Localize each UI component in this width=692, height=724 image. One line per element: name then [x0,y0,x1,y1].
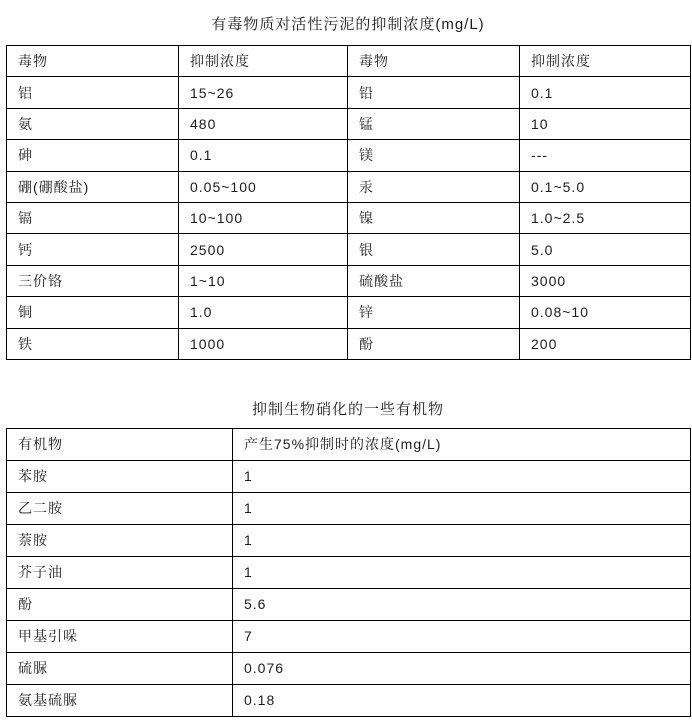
table-cell: 5.6 [233,588,691,620]
table-row [7,492,691,524]
table-cell: 7 [233,620,691,652]
table-cell: 0.076 [233,652,691,684]
table-cell: 铁 [7,328,179,359]
table-cell: 480 [179,108,348,139]
table-cell: 3000 [520,265,691,296]
table-row [7,588,691,620]
table-cell: 15~26 [179,77,348,108]
table-cell: 镍 [348,202,520,233]
table-cell: 酚 [348,328,520,359]
column-header: 毒物 [348,46,520,77]
table-row [7,171,691,202]
table-cell: 苯胺 [7,460,233,492]
table-row [7,202,691,233]
table-row [7,77,691,108]
table-cell: 0.08~10 [520,297,691,328]
organics-table-title: 抑制生物硝化的一些有机物 [251,400,444,418]
toxins-table-body [7,77,691,360]
table-cell: 镁 [348,140,520,171]
organics-table-header-row [7,428,691,460]
table-cell: 铜 [7,297,179,328]
table-cell: 锰 [348,108,520,139]
table-cell: 甲基引哚 [7,620,233,652]
column-header: 产生75%抑制时的浓度(mg/L) [233,428,691,460]
table-cell: 0.1 [179,140,348,171]
table-cell: 氨 [7,108,179,139]
table-cell: 硫酸盐 [348,265,520,296]
table-row [7,652,691,684]
table-cell: 芥子油 [7,556,233,588]
table-row [7,297,691,328]
table-cell: 1 [233,460,691,492]
table-cell: 砷 [7,140,179,171]
table-cell: 1 [233,524,691,556]
organics-table-body [7,460,691,716]
table-cell: 0.18 [233,684,691,716]
table-cell: 萘胺 [7,524,233,556]
table-cell: 硼(硼酸盐) [7,171,179,202]
table-cell: 1000 [179,328,348,359]
column-header: 有机物 [7,428,233,460]
table-row [7,460,691,492]
table-cell: 0.05~100 [179,171,348,202]
table-cell: 2500 [179,234,348,265]
table-cell: 1 [233,556,691,588]
table-cell: 1.0 [179,297,348,328]
table-row [7,108,691,139]
column-header: 抑制浓度 [179,46,348,77]
table-cell: 10~100 [179,202,348,233]
table-cell: 锌 [348,297,520,328]
table-cell: 0.1 [520,77,691,108]
table-cell: 200 [520,328,691,359]
table-cell: 三价铬 [7,265,179,296]
table-cell: 1.0~2.5 [520,202,691,233]
table-row [7,140,691,171]
table-cell: 钙 [7,234,179,265]
table-cell: 5.0 [520,234,691,265]
table-cell: 铅 [348,77,520,108]
table-cell: 银 [348,234,520,265]
table-cell: 镉 [7,202,179,233]
table-cell: 1 [233,492,691,524]
table-row [7,556,691,588]
table-cell: 酚 [7,588,233,620]
toxins-table [6,45,691,360]
column-header: 毒物 [7,46,179,77]
table-cell: 汞 [348,171,520,202]
table-cell: 氨基硫脲 [7,684,233,716]
table-row [7,234,691,265]
table-cell: 0.1~5.0 [520,171,691,202]
table-cell: 铝 [7,77,179,108]
table-cell: 1~10 [179,265,348,296]
table-cell: --- [520,140,691,171]
table-row [7,328,691,359]
organics-table [6,428,691,717]
table-row [7,620,691,652]
table-cell: 10 [520,108,691,139]
table-row [7,265,691,296]
toxins-table-header-row [7,46,691,77]
table-row [7,684,691,716]
toxins-table-title: 有毒物质对活性污泥的抑制浓度(mg/L) [211,16,485,33]
table-cell: 硫脲 [7,652,233,684]
table-cell: 乙二胺 [7,492,233,524]
column-header: 抑制浓度 [520,46,691,77]
table-row [7,524,691,556]
